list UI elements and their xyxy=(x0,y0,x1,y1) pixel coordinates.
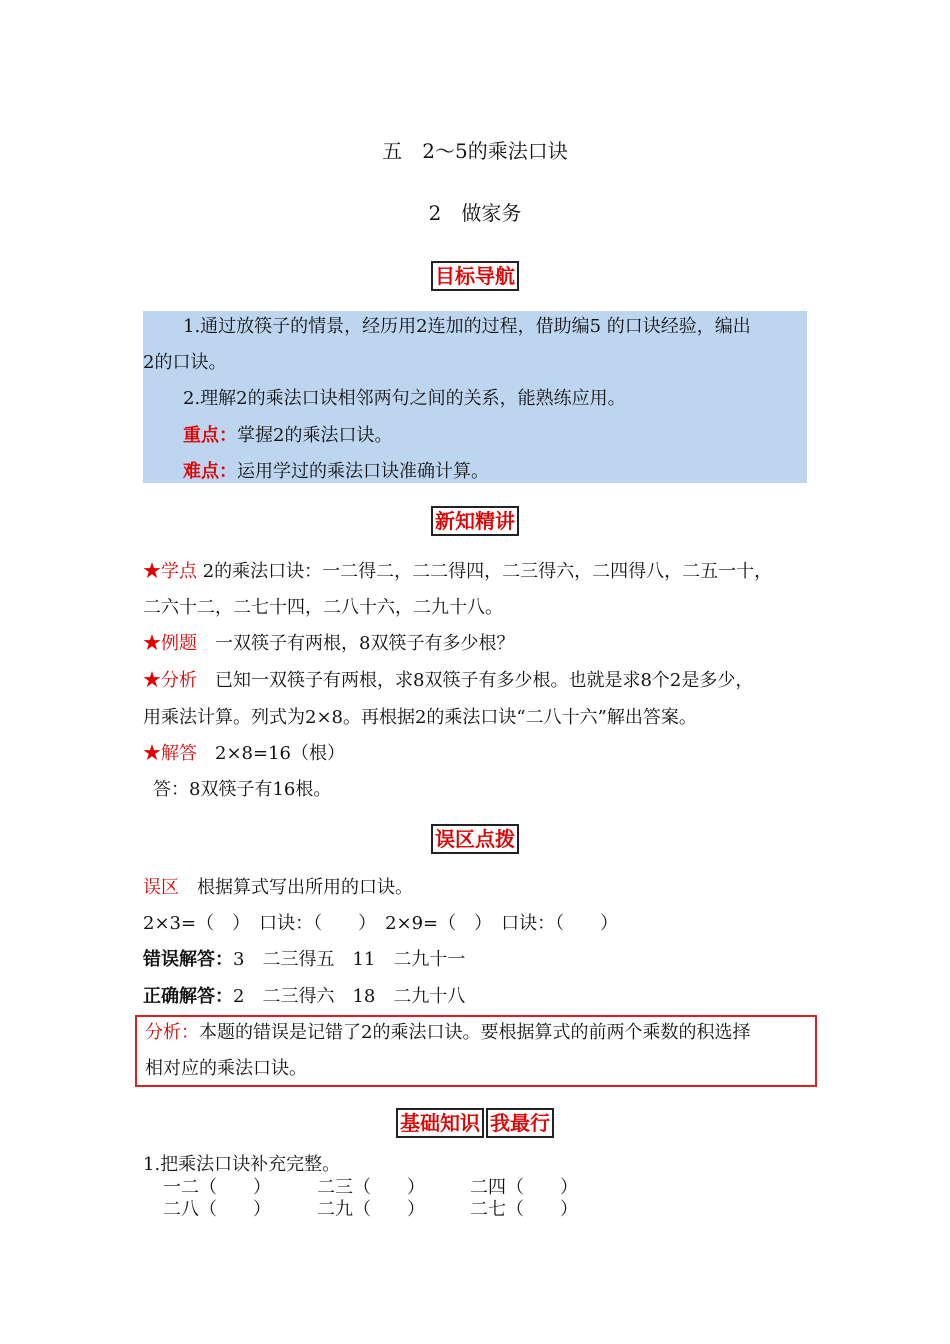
wrong-answer xyxy=(143,948,465,972)
fill-blank-row-1-item-3: 二四（ ） xyxy=(470,1177,578,1198)
knowledge-point xyxy=(143,560,772,584)
key-point-text: 掌握2的乘法口诀。 xyxy=(237,425,393,446)
analysis-label: ★分析 xyxy=(143,670,197,691)
solution-text: 2×8=16（根） xyxy=(197,743,345,764)
mistake-text: 根据算式写出所用的口诀。 xyxy=(179,877,413,898)
section-heading-goals: 目标导航 xyxy=(0,261,950,291)
mistake-analysis-text-b: 相对应的乘法口诀。 xyxy=(145,1058,307,1079)
goal-2: 2.理解2的乘法口诀相邻两句之间的关系，能熟练应用。 xyxy=(183,388,626,409)
hard-point-text: 运用学过的乘法口诀准确计算。 xyxy=(237,461,489,482)
practice-question-1: 1.把乘法口诀补充完整。 xyxy=(143,1154,341,1175)
mistake-analysis-label: 分析： xyxy=(145,1022,199,1043)
hard-point xyxy=(183,460,489,484)
mistake-question: 2×3=（ ） 口诀：（ ） 2×9=（ ） 口诀：（ ） xyxy=(143,913,619,934)
fill-blank-row-2-item-2: 二九（ ） xyxy=(317,1199,425,1220)
knowledge-point-text-a: 2的乘法口诀：一二得二，二二得四，二三得六，二四得八，二五一十， xyxy=(197,561,773,582)
knowledge-point-text-b: 二六十二，二七十四，二八十六，二九十八。 xyxy=(143,597,503,618)
mistake-analysis xyxy=(145,1021,750,1045)
answer-sentence: 答：8双筷子有16根。 xyxy=(153,779,332,800)
mistake-analysis-text-a: 本题的错误是记错了2的乘法口诀。要根据算式的前两个乘数的积选择 xyxy=(199,1022,751,1043)
solution xyxy=(143,742,345,766)
fill-blank-row-1-item-1: 一二（ ） xyxy=(163,1177,271,1198)
key-point xyxy=(183,424,392,448)
fill-blank-row-2-item-1: 二八（ ） xyxy=(163,1199,271,1220)
example-label: ★例题 xyxy=(143,633,197,654)
fill-blank-row-2-item-3: 二七（ ） xyxy=(470,1199,578,1220)
mistake-label: 误区 xyxy=(143,877,179,898)
mistake xyxy=(143,876,413,900)
practice-heading-b: 我最行 xyxy=(486,1108,554,1138)
wrong-answer-text: 3 二三得五 11 二九十一 xyxy=(233,949,466,970)
knowledge-point-label: ★学点 xyxy=(143,561,197,582)
example-text: 一双筷子有两根，8双筷子有多少根？ xyxy=(197,633,515,654)
hard-point-label: 难点： xyxy=(183,461,237,482)
goal-1-line-b: 2的口诀。 xyxy=(143,352,227,373)
analysis-text-a: 已知一双筷子有两根，求8双筷子有多少根。也就是求8个2是多少， xyxy=(197,670,754,691)
lesson-title: 2 做家务 xyxy=(428,201,522,225)
right-answer-text: 2 二三得六 18 二九十八 xyxy=(233,986,466,1007)
section-heading-practice xyxy=(0,1108,950,1138)
fill-blank-row-1-item-2: 二三（ ） xyxy=(317,1177,425,1198)
wrong-answer-label: 错误解答： xyxy=(143,949,233,970)
analysis-text-b: 用乘法计算。列式为2×8。再根据2的乘法口诀“二八十六”解出答案。 xyxy=(143,707,697,728)
practice-heading-a: 基础知识 xyxy=(396,1108,484,1138)
right-answer xyxy=(143,985,465,1009)
unit-title: 五 2～5的乘法口诀 xyxy=(382,139,568,163)
key-point-label: 重点： xyxy=(183,425,237,446)
goal-1-line-a: 1.通过放筷子的情景，经历用2连加的过程，借助编5 的口诀经验，编出 xyxy=(183,316,751,337)
example xyxy=(143,632,514,656)
section-heading-mistakes: 误区点拨 xyxy=(0,824,950,854)
solution-label: ★解答 xyxy=(143,743,197,764)
section-heading-new-knowledge: 新知精讲 xyxy=(0,506,950,536)
right-answer-label: 正确解答： xyxy=(143,986,233,1007)
analysis xyxy=(143,669,753,693)
